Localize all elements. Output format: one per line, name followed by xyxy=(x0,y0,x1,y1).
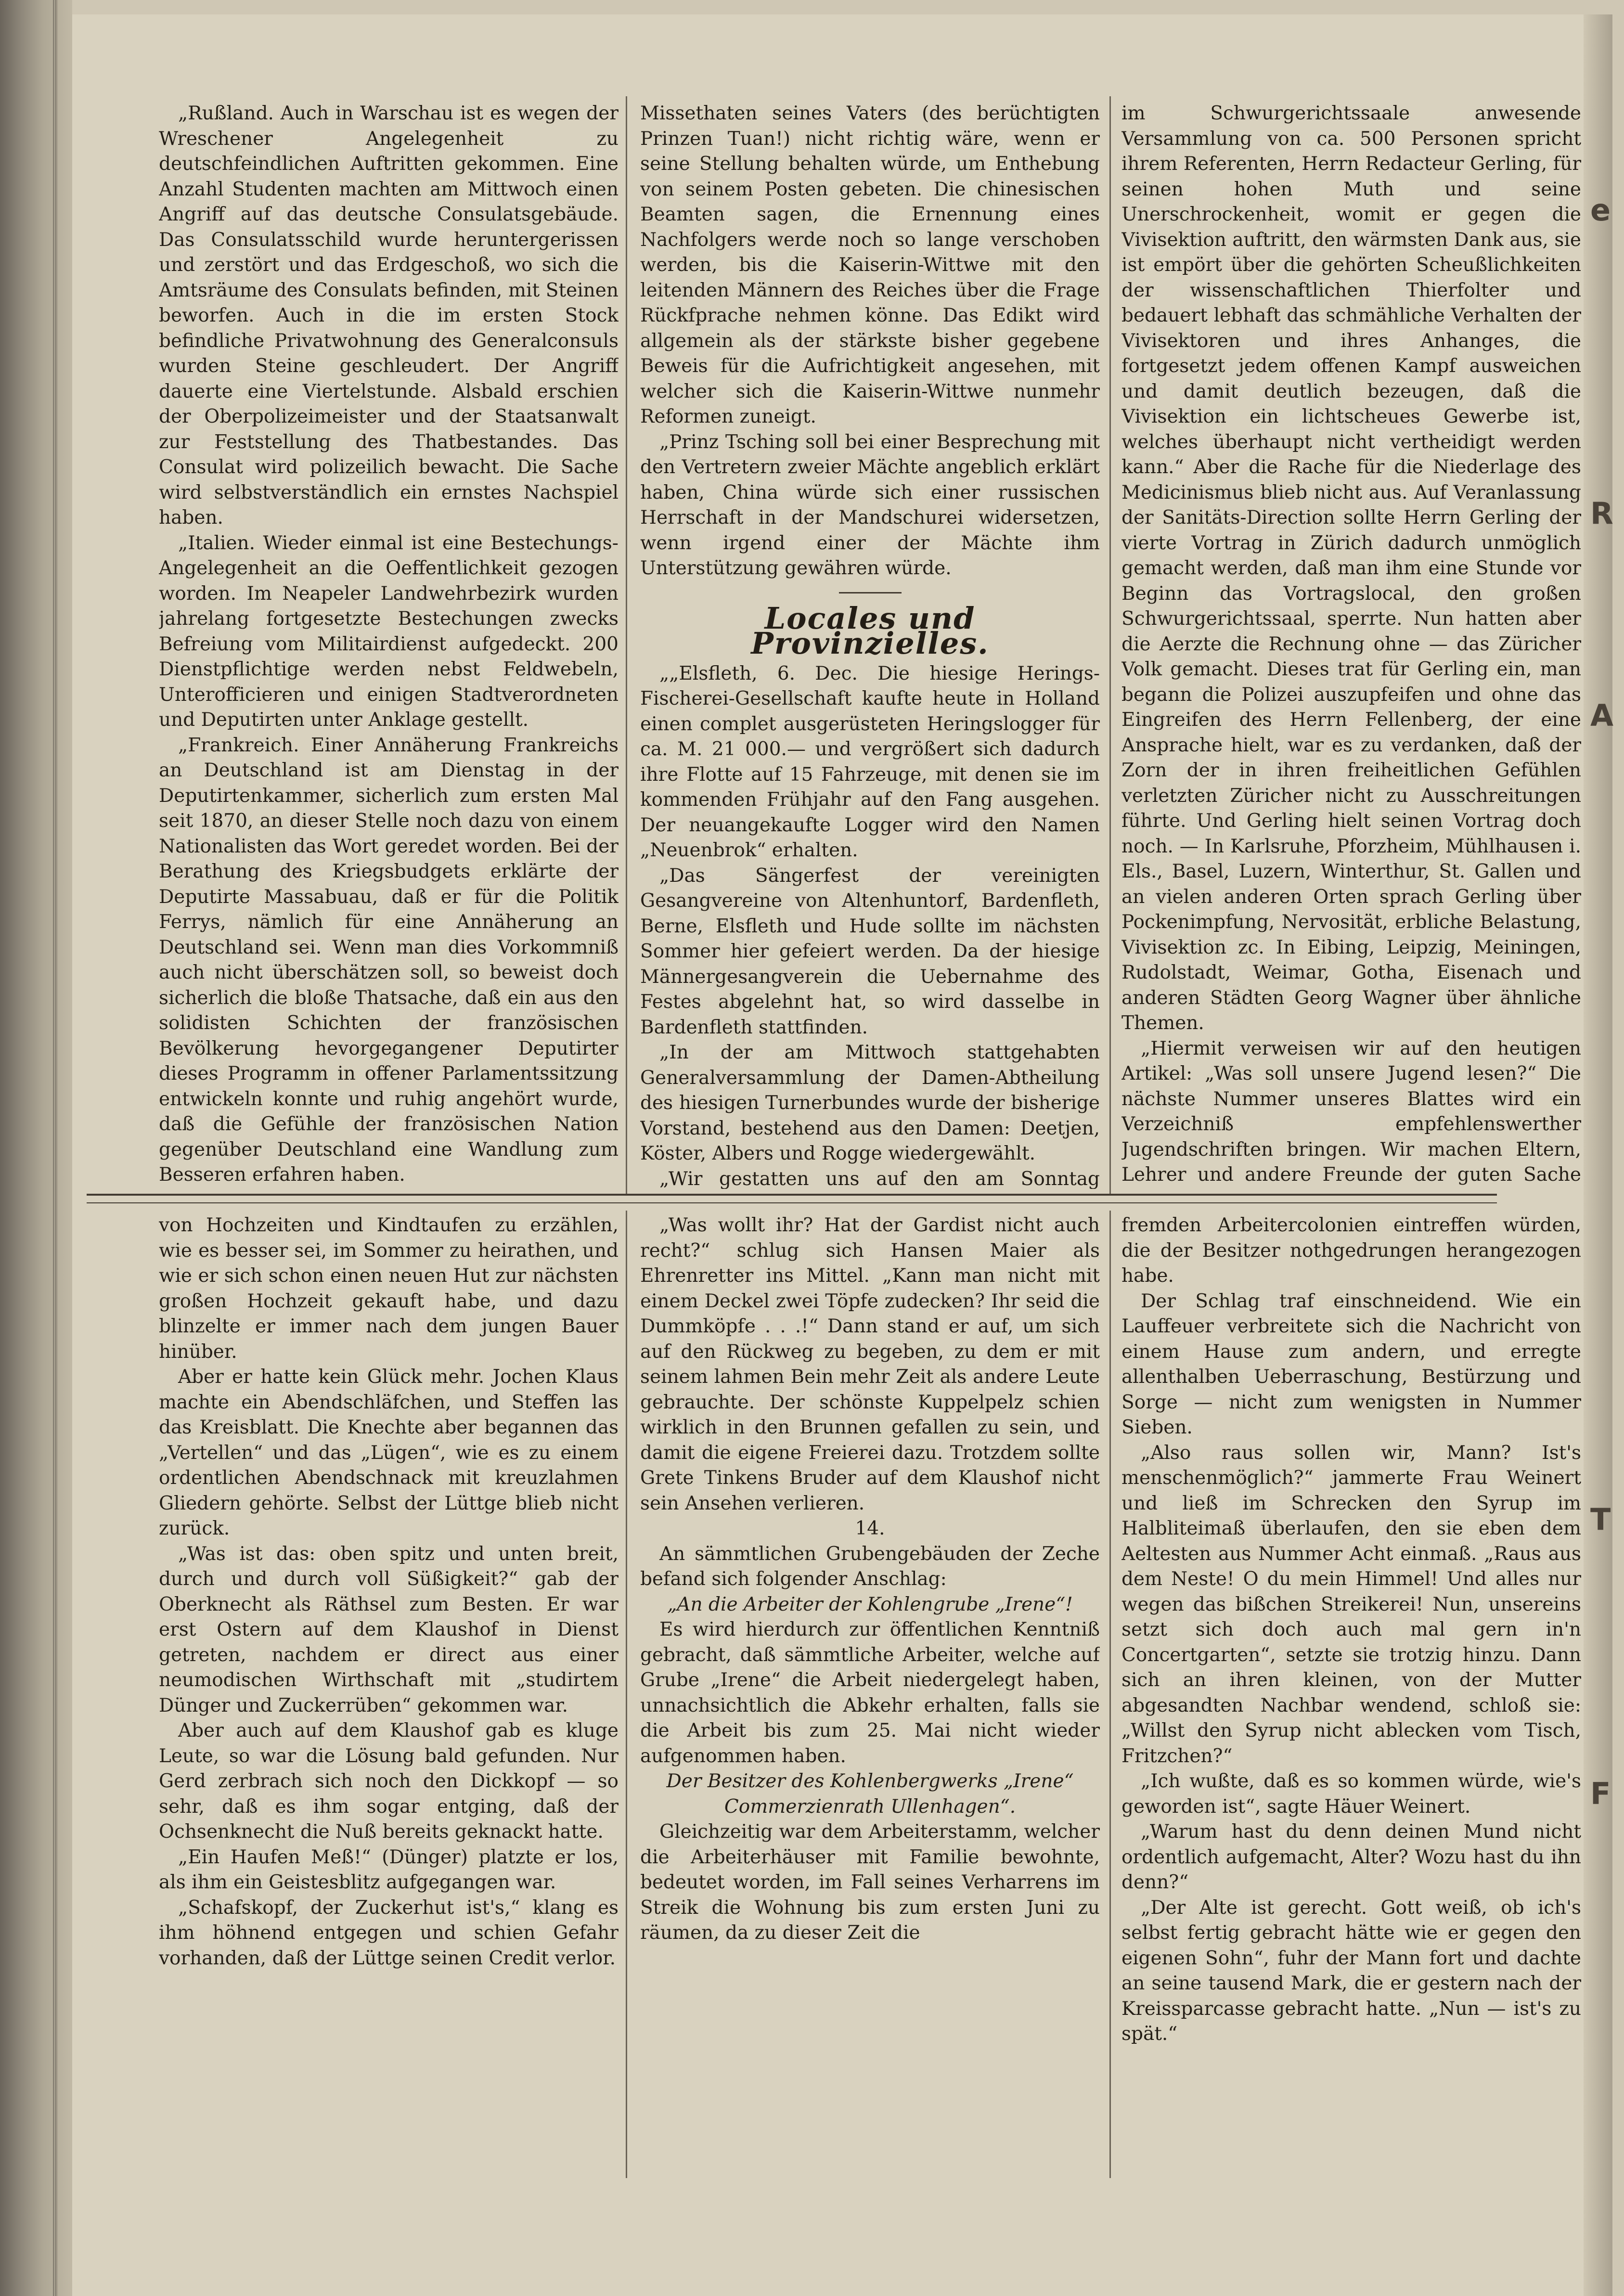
article-frankreich: „Frankreich. Einer Annäherung Frankreichs an Deutschland ist am Dienstag in der Deputirtenkammer, sicherlich zum ersten Mal seit 1870, an dieser Stelle noch dazu von einem Nationalisten das Wort geredet worden. Bei der Berathung des Kriegsbudgets erklärte der Deputirte Massabuau, daß er für die Politik Ferrys, nämlich für eine Annäherung an Deutschland sei. Wenn man dies Vorkommniß auch nicht überschätzen soll, so beweist doch sicherlich die bloße Thatsache, daß ein aus den solidisten Schichten der französischen Bevölkerung hevorgegangener Deputirter dieses Programm in offener Parlamentssitzung entwickeln konnte und ruhig angehört wurde, daß die Gefühle der französischen Nation gegenüber Deutschland eine Wandlung zum Besseren erfahren haben. xyxy=(159,734,619,1186)
article-edikt-continued: Missethaten seines Vaters (des berüchtigten Prinzen Tuan!) nicht richtig wäre, wenn er seine Stellung behalten würde, um Enthebung von seinem Posten gebeten. Die chinesischen Beamten sagen, die Ernennung eines Nachfolgers werde noch so lange verschoben werden, bis die Kaiserin-Wittwe mit den leitenden Männern des Reiches über die Frage Rückfprache nehmen könne. Das Edikt wird allgemein als der stärkste bisher gegebene Beweis für die Aufrichtigkeit angesehen, mit welcher sich die Kaiserin-Wittwe nunmehr Reformen zuneigt. xyxy=(640,103,1100,427)
feuilleton-paragraph: fremden Arbeitercolonien eintreffen würden, die der Besitzer nothgedrungen herangezogen habe. xyxy=(1121,1214,1581,1287)
notice-signature: Der Besitzer des Kohlenbergwerks „Irene“ Commerzienrath Ullenhagen“. xyxy=(666,1770,1074,1818)
edge-letter: R xyxy=(1590,496,1613,531)
feuilleton-paragraph: Der Schlag traf einschneidend. Wie ein Lauffeuer verbreitete sich die Nachricht von einem Hause zum andern, und erregte allenthalben Ueberraschung, Bestürzung und Sorge — nicht zum wenigsten in Nummer Sieben. xyxy=(1121,1290,1581,1438)
notice-body: Es wird hierdurch zur öffentlichen Kenntniß gebracht, daß sämmtliche Arbeiter, welche auf Grube „Irene“ die Arbeit niedergelegt haben, unnachsichtlich die Abkehr erhalten, falls sie die Arbeit bis zum 25. Mai nicht wieder aufgenommen haben. xyxy=(640,1619,1100,1767)
article-holland xyxy=(159,1188,619,1189)
feuilleton-separator xyxy=(87,1194,1497,1203)
feuilleton-paragraph: „Was ist das: oben spitz und unten breit, durch und durch voll Süßigkeit?“ gab der Oberknecht als Räthsel zum Besten. Er war erst Ostern auf dem Klaushof in Dienst getreten, nachdem er direct aus einer neumodischen Wirthschaft mit „studirtem Dünger und Zuckerrüben“ gekommen war. xyxy=(159,1543,619,1716)
notice-heading: „An die Arbeiter der Kohlengrube „Irene“! xyxy=(667,1593,1073,1615)
feuilleton-column-1 xyxy=(159,1213,619,2176)
edge-letter: T xyxy=(1590,1502,1611,1537)
feuilleton-paragraph: „Ich wußte, daß es so kommen würde, wie's geworden ist“, sagte Häuer Weinert. xyxy=(1121,1770,1581,1818)
column-rule xyxy=(1109,1211,1111,2178)
article-jugendschriften: „Hiermit verweisen wir auf den heutigen Artikel: „Was soll unsere Jugend lesen?“ Die nächste Nummer unseres Blattes wird ein Verzeichniß empfehlenswerther Jugendschriften bringen. Wir machen Eltern, Lehrer und andere Freunde der guten Sache xyxy=(1121,1037,1581,1186)
article-elsfleth: „„Elsfleth, 6. Dec. Die hiesige Herings-Fischerei-Gesellschaft kaufte heute in Holland einen complet ausgerüsteten Heringslogger für ca. M. 21 000.— und vergrößert sich dadurch ihre Flotte auf 15 Fahrzeuge, mit denen sie im kommenden Frühjahr auf den Fang ausgehen. Der neuangekaufte Logger wird den Namen „Neuenbrok“ erhalten. xyxy=(640,662,1100,861)
article-prinz-tsching: „Prinz Tsching soll bei einer Besprechung mit den Vertretern zweier Mächte angeblich erklärt haben, China würde sich einer russischen Herrschaft in der Mandschurei widersetzen, wenn irgend einer der Mächte ihm Unterstützung gewähren würde. xyxy=(640,431,1100,579)
article-gerling-continued: im Schwurgerichtssaale anwesende Versammlung von ca. 500 Personen spricht ihrem Referenten, Herrn Redacteur Gerling, für seinen hohen Muth und seine Unerschrockenheit, womit er gegen die Vivisektion auftritt, den wärmsten Dank aus, sie ist empört über die gehörten Scheußlichkeiten der wissenschaftlichen Thierfolter und bedauert lebhaft das schmähliche Verhalten der Vivisektoren und ihres Anhanges, die fortgesetzt jedem offenen Kampf ausweichen und damit deutlich bezeugen, daß die Vivisektion ein lichtscheues Gewerbe ist, welches überhaupt nicht vertheidigt werden kann.“ Aber die Rache für die Niederlage des Medicinismus blieb nicht aus. Auf Veranlassung der Sanitäts-Direction sollte Herrn Gerling der vierte Vortrag in Zürich dadurch unmöglich gemacht werden, daß man ihm eine Stunde vor Beginn das Vortragslocal, den großen Schwurgerichtssaal, sperrte. Nun hatten aber die Aerzte die Rechnung ohne — das Züricher Volk gemacht. Dieses trat für Gerling ein, man begann die Polizei auszupfeifen und ohne das Eingreifen des Herrn Fellenberg, der eine Ansprache hielt, war es zu verdanken, daß der Zorn der in ihren freiheitlichen Gefühlen verletzten Züricher nicht zu Ausschreitungen führte. Und Gerling hielt seinen Vortrag doch noch. — In Karlsruhe, Pforzheim, Mühlhausen i. Els., Basel, Luzern, Winterthur, St. Gallen und an vielen anderen Orten sprach Gerling über Pockenimpfung, Nervosität, erbliche Belastung, Vivisektion zc. In Eibing, Leipzig, Meiningen, Rudolstadt, Weimar, Gotha, Eisenach und anderen Städten Georg Wagner über ähnliche Themen. xyxy=(1121,103,1581,1034)
feuilleton-paragraph: „Ein Haufen Meß!“ (Dünger) platzte er los, als ihm ein Geistesblitz aufgegangen war. xyxy=(159,1846,619,1893)
edge-letter: e xyxy=(1590,193,1611,228)
feuilleton-paragraph: „Warum hast du denn deinen Mund nicht ordentlich aufgemacht, Alter? Wozu hast du ihn denn?“ xyxy=(1121,1821,1581,1893)
news-column-3 xyxy=(1121,101,1581,1189)
short-divider xyxy=(839,592,902,593)
article-saengerfest: „Das Sängerfest der vereinigten Gesangvereine von Altenhuntorf, Bardenfleth, Berne, Elsfleth und Hude sollte im nächsten Sommer hier gefeiert werden. Da der hiesige Männergesangverein die Uebernahme des Festes abgelehnt hat, so wird dasselbe in Bardenfleth stattfinden. xyxy=(640,864,1100,1038)
column-rule xyxy=(626,1211,627,2178)
article-italien: „Italien. Wieder einmal ist eine Bestechungs-Angelegenheit an die Oeffentlichkeit gezogen worden. Im Neapeler Landwehrbezirk wurden jahrelang fortgesetzte Bestechungen zwecks Befreiung vom Militairdienst aufgedeckt. 200 Dienstpflichtige werden nebst Feldwebeln, Unterofficieren und einigen Stadtverordneten und Deputirten unter Anklage gestellt. xyxy=(159,532,619,731)
feuilleton-paragraph: von Hochzeiten und Kindtaufen zu erzählen, wie es besser sei, im Sommer zu heirathen, und wie er sich schon einen neuen Hut zur nächsten großen Hochzeit gekauft habe, und dazu blinzelte er immer nach dem jungen Bauer hinüber. xyxy=(159,1214,619,1363)
feuilleton-paragraph: Aber er hatte kein Glück mehr. Jochen Klaus machte ein Abendschläfchen, und Steffen las das Kreisblatt. Die Knechte aber begannen das „Vertellen“ und das „Lügen“, wie es zu einem ordentlichen Abendschnack mit kreuzlahmen Gliedern gehörte. Selbst der Lüttge blieb nicht zurück. xyxy=(159,1366,619,1539)
section-heading-locales: Locales und Provinzielles. xyxy=(751,600,989,661)
book-binding xyxy=(0,0,72,2296)
news-column-2 xyxy=(640,101,1100,1189)
feuilleton-paragraph: „Der Alte ist gerecht. Gott weiß, ob ich's selbst fertig gebracht hätte wie er gegen den eigenen Sohn“, fuhr der Mann fort und dachte an seine tausend Mark, die er gestern nach der Kreissparcasse gebracht hatte. „Nun — ist's zu spät.“ xyxy=(1121,1896,1581,2045)
adjacent-page-edge xyxy=(1584,14,1612,2296)
feuilleton-column-3 xyxy=(1121,1213,1581,2176)
column-rule xyxy=(626,96,627,1194)
feuilleton-paragraph: „Was wollt ihr? Hat der Gardist nicht auch recht?“ schlug sich Hansen Maier als Ehrenretter ins Mittel. „Kann man nicht mit einem Deckel zwei Töpfe zudecken? Ihr seid die Dummköpfe . . .!“ Dann stand er auf, um sich auf den Rückweg zu begeben, zu dem er mit seinem lahmen Bein mehr Zeit als andere Leute gebrauchte. Der schönste Kuppelpelz schien wirklich in den Brunnen gefallen zu sein, und damit die eigene Freierei dazu. Trotzdem sollte Grete Tinkens Bruder auf dem Klaushof nicht sein Ansehen verlieren. xyxy=(640,1214,1100,1514)
feuilleton-paragraph: Aber auch auf dem Klaushof gab es kluge Leute, so war die Lösung bald gefunden. Nur Gerd zerbrach sich noch den Dickkopf — so sehr, daß es ihm sogar entging, daß der Ochsenknecht die Nuß bereits geknackt hatte. xyxy=(159,1720,619,1843)
news-column-1 xyxy=(159,101,619,1189)
feuilleton-paragraph: „Also raus sollen wir, Mann? Ist's menschenmöglich?“ jammerte Frau Weinert und ließ im Schrecken den Syrup im Halbliteimaß überlaufen, den sie eben dem Aeltesten aus Nummer Acht einmaß. „Raus aus dem Neste! O du mein Himmel! Und alles nur wegen das bißchen Streikerei! Nun, unsereins setzt sich doch auch mal gern in'n Concertgarten“, setzte sie trotzig hinzu. Dann sich an ihren kleinen, von der Mutter abgesandten Nachbar wendend, schloß sie: „Willst den Syrup nicht ablecken vom Tisch, Fritzchen?“ xyxy=(1121,1442,1581,1767)
chapter-number: 14. xyxy=(855,1518,885,1539)
feuilleton-paragraph: „Schafskopf, der Zuckerhut ist's,“ klang es ihm höhnend entgegen und schien Gefahr vorhanden, daß der Lüttge seinen Credit verlor. xyxy=(159,1896,619,1969)
feuilleton-column-2 xyxy=(640,1213,1100,2176)
article-russland: „Rußland. Auch in Warschau ist es wegen der Wreschener Angelegenheit zu deutschfeindlichen Auftritten gekommen. Eine Anzahl Studenten machten am Mittwoch einen Angriff auf das deutsche Consulatsgebäude. Das Consulatsschild wurde heruntergerissen und zerstört und das Erdgeschoß, wo sich die Amtsräume des Consulats befinden, mit Steinen beworfen. Auch in die im ersten Stock befindliche Privatwohnung des Generalconsuls wurden Steine geschleudert. Der Angriff dauerte eine Viertelstunde. Alsbald erschien der Oberpolizeimeister und der Staatsanwalt zur Feststellung des Thatbestandes. Das Consulat wird polizeilich bewacht. Die Sache wird selbstverständlich ein ernstes Nachspiel haben. xyxy=(159,103,619,529)
article-vortrag-gerling: „Wir gestatten uns auf den am Sonntag xyxy=(659,1168,1100,1189)
column-rule xyxy=(1109,96,1111,1194)
edge-letter: A xyxy=(1590,698,1613,733)
feuilleton-paragraph: An sämmtlichen Grubengebäuden der Zeche befand sich folgender Anschlag: xyxy=(640,1543,1100,1590)
feuilleton-paragraph: Gleichzeitig war dem Arbeiterstamm, welcher die Arbeiterhäuser mit Familie bewohnte, bedeutet worden, im Fall seines Verharrens im Streik die Wohnung bis zum ersten Juni zu räumen, da zu dieser Zeit die xyxy=(640,1821,1100,1944)
article-turnerbund: „In der am Mittwoch stattgehabten Generalversammlung der Damen-Abtheilung des hiesigen Turnerbundes wurde der bisherige Vorstand, bestehend aus den Damen: Deetjen, Köster, Albers und Rogge wiedergewählt. xyxy=(640,1042,1100,1164)
edge-letter: F xyxy=(1590,1776,1611,1811)
